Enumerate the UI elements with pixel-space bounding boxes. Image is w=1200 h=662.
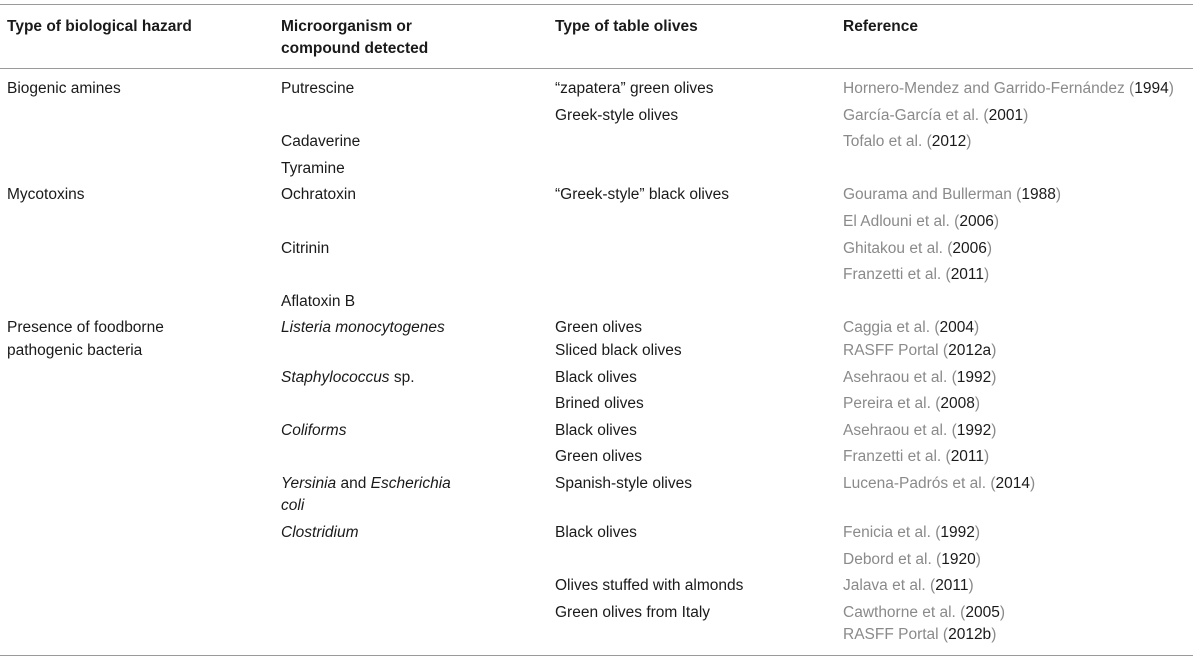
table-bottom-rule bbox=[0, 655, 1193, 656]
hazard-cell bbox=[7, 317, 267, 362]
ref-year: 2008 bbox=[940, 395, 975, 413]
hazard-cell: Mycotoxins bbox=[7, 186, 85, 204]
reference-cell: Asehraou et al. (1992) bbox=[843, 421, 997, 439]
ref-authors: Debord et al. bbox=[843, 550, 932, 568]
olive-line: Sliced black olives bbox=[555, 341, 682, 359]
organism-connector: and bbox=[336, 474, 371, 492]
header-hazard: Type of biological hazard bbox=[7, 18, 192, 35]
organism-cell: Listeria monocytogenes bbox=[281, 319, 445, 337]
ref-authors: Gourama and Bullerman bbox=[843, 186, 1012, 204]
ref-line: Cawthorne et al. (2005) bbox=[843, 603, 1005, 621]
olive-cell: Green olives bbox=[555, 448, 643, 466]
organism-rest: sp. bbox=[389, 368, 415, 386]
organism-cell: Coliforms bbox=[281, 421, 347, 439]
table-row bbox=[0, 78, 1193, 105]
ref-year: 1994 bbox=[1134, 80, 1169, 97]
organism-line: coli bbox=[281, 497, 305, 515]
ref-year: 2006 bbox=[952, 239, 987, 257]
table-row bbox=[0, 264, 1193, 291]
header-reference: Reference bbox=[843, 18, 918, 35]
ref-authors: Fenicia et al. bbox=[843, 524, 931, 541]
ref-year: 1988 bbox=[1021, 186, 1056, 204]
table-row bbox=[0, 317, 1193, 359]
organism-cell: Cadaverine bbox=[281, 133, 361, 151]
reference-cell: Tofalo et al. (2012) bbox=[843, 133, 972, 151]
hazard-line1: Presence of foodborne bbox=[7, 319, 164, 337]
ref-authors: El Adlouni et al. bbox=[843, 213, 950, 230]
olive-cell: Green olives from Italy bbox=[555, 603, 711, 621]
reference-cell: Ghitakou et al. (2006) bbox=[843, 239, 993, 257]
reference-cell: Asehraou et al. (1992) bbox=[843, 368, 997, 386]
ref-authors: Asehraou et al. bbox=[843, 421, 948, 439]
ref-year: 2012 bbox=[931, 133, 967, 151]
ref-year: 2012a bbox=[948, 341, 992, 359]
reference-cell: Debord et al. (1920) bbox=[843, 550, 981, 568]
table-row bbox=[0, 105, 1193, 132]
reference-cell: Gourama and Bullerman (1988) bbox=[843, 186, 1061, 204]
organism-italic: Staphylococcus bbox=[281, 368, 390, 386]
table-row bbox=[0, 393, 1193, 420]
table-row bbox=[0, 291, 1193, 318]
olive-cell: Black olives bbox=[555, 524, 637, 541]
organism-cell: Citrinin bbox=[281, 239, 330, 257]
ref-authors: Franzetti et al. bbox=[843, 266, 942, 284]
header-olive-type: Type of table olives bbox=[555, 18, 698, 35]
table-top-rule bbox=[0, 4, 1193, 5]
olive-cell: Olives stuffed with almonds bbox=[555, 577, 744, 595]
header-organism bbox=[281, 16, 428, 60]
organism-cell: Clostridium bbox=[281, 524, 359, 541]
table-row bbox=[0, 522, 1193, 549]
ref-year: 2004 bbox=[939, 319, 974, 337]
reference-cell bbox=[843, 317, 1193, 362]
table-row bbox=[0, 184, 1193, 211]
ref-line: RASFF Portal (2012a) bbox=[843, 341, 997, 359]
organism-line bbox=[281, 473, 481, 496]
ref-year: 2012b bbox=[948, 626, 992, 644]
reference-cell: Franzetti et al. (2011) bbox=[843, 266, 990, 284]
ref-line: Caggia et al. (2004) bbox=[843, 319, 980, 337]
table-row bbox=[0, 238, 1193, 265]
organism-cell bbox=[281, 367, 481, 390]
ref-authors: Cawthorne et al. bbox=[843, 603, 956, 621]
table-row bbox=[0, 446, 1193, 473]
table-row bbox=[0, 473, 1193, 515]
ref-year: 2006 bbox=[959, 213, 994, 230]
reference-cell: Fenicia et al. (1992) bbox=[843, 524, 981, 541]
olive-cell bbox=[555, 317, 825, 362]
table-row bbox=[0, 420, 1193, 447]
table-row bbox=[0, 158, 1193, 185]
table-row bbox=[0, 602, 1193, 644]
reference-cell: Pereira et al. (2008) bbox=[843, 395, 981, 413]
reference-cell: Jalava et al. (2011) bbox=[843, 577, 974, 595]
header-organism-line2: compound detected bbox=[281, 40, 429, 57]
reference-cell: Franzetti et al. (2011) bbox=[843, 448, 990, 466]
olive-cell: Spanish-style olives bbox=[555, 474, 692, 492]
olive-cell: Black olives bbox=[555, 421, 637, 439]
table-row bbox=[0, 131, 1193, 158]
ref-line: RASFF Portal (2012b) bbox=[843, 626, 997, 644]
table-row bbox=[0, 211, 1193, 238]
olive-cell: Black olives bbox=[555, 368, 637, 386]
reference-cell: Hornero-Mendez and Garrido-Fernández (1994) bbox=[843, 80, 1174, 97]
header-organism-line1: Microorganism or bbox=[281, 18, 412, 35]
organism-italic: Escherichia bbox=[370, 474, 451, 492]
ref-year: 2005 bbox=[965, 603, 1000, 621]
ref-authors: Asehraou et al. bbox=[843, 368, 948, 386]
ref-authors: Caggia et al. bbox=[843, 319, 931, 337]
ref-authors: Tofalo et al. bbox=[843, 133, 923, 151]
organism-cell: Putrescine bbox=[281, 80, 355, 97]
table-row bbox=[0, 575, 1193, 602]
reference-cell: El Adlouni et al. (2006) bbox=[843, 213, 999, 230]
ref-authors: Franzetti et al. bbox=[843, 448, 942, 466]
ref-authors: Hornero-Mendez and Garrido-Fernández bbox=[843, 80, 1125, 97]
header-rule bbox=[0, 68, 1193, 69]
ref-year: 2001 bbox=[988, 106, 1024, 124]
ref-year: 1992 bbox=[956, 368, 992, 386]
ref-year: 1992 bbox=[956, 421, 992, 439]
ref-authors: García-García et al. bbox=[843, 106, 980, 124]
ref-year: 1992 bbox=[940, 524, 975, 541]
ref-authors: Lucena-Padrós et al. bbox=[843, 474, 987, 492]
ref-authors: RASFF Portal bbox=[843, 341, 939, 359]
olive-cell: “Greek-style” black olives bbox=[555, 186, 729, 204]
ref-year: 2011 bbox=[950, 266, 985, 284]
ref-authors: Jalava et al. bbox=[843, 577, 926, 595]
table-row bbox=[0, 549, 1193, 576]
organism-italic: Yersinia bbox=[281, 474, 337, 492]
olive-cell: “zapatera” green olives bbox=[555, 80, 714, 97]
organism-cell bbox=[281, 473, 481, 518]
olive-line: Green olives bbox=[555, 319, 643, 337]
reference-cell: Lucena-Padrós et al. (2014) bbox=[843, 474, 1036, 492]
reference-cell bbox=[843, 602, 1193, 647]
ref-year: 1920 bbox=[941, 550, 976, 568]
ref-year: 2014 bbox=[995, 474, 1030, 492]
organism-cell: Aflatoxin B bbox=[281, 292, 356, 310]
table-row bbox=[0, 367, 1193, 394]
ref-authors: RASFF Portal bbox=[843, 626, 939, 644]
organism-cell: Ochratoxin bbox=[281, 186, 356, 204]
reference-cell: García-García et al. (2001) bbox=[843, 106, 1029, 124]
ref-authors: Pereira et al. bbox=[843, 395, 931, 413]
organism-cell: Tyramine bbox=[281, 159, 345, 177]
olive-cell: Greek-style olives bbox=[555, 106, 679, 124]
ref-year: 2011 bbox=[950, 448, 985, 466]
hazard-cell: Biogenic amines bbox=[7, 80, 121, 97]
olive-cell: Brined olives bbox=[555, 395, 644, 413]
hazard-line2: pathogenic bacteria bbox=[7, 341, 143, 359]
ref-authors: Ghitakou et al. bbox=[843, 239, 943, 257]
ref-year: 2011 bbox=[935, 577, 969, 595]
